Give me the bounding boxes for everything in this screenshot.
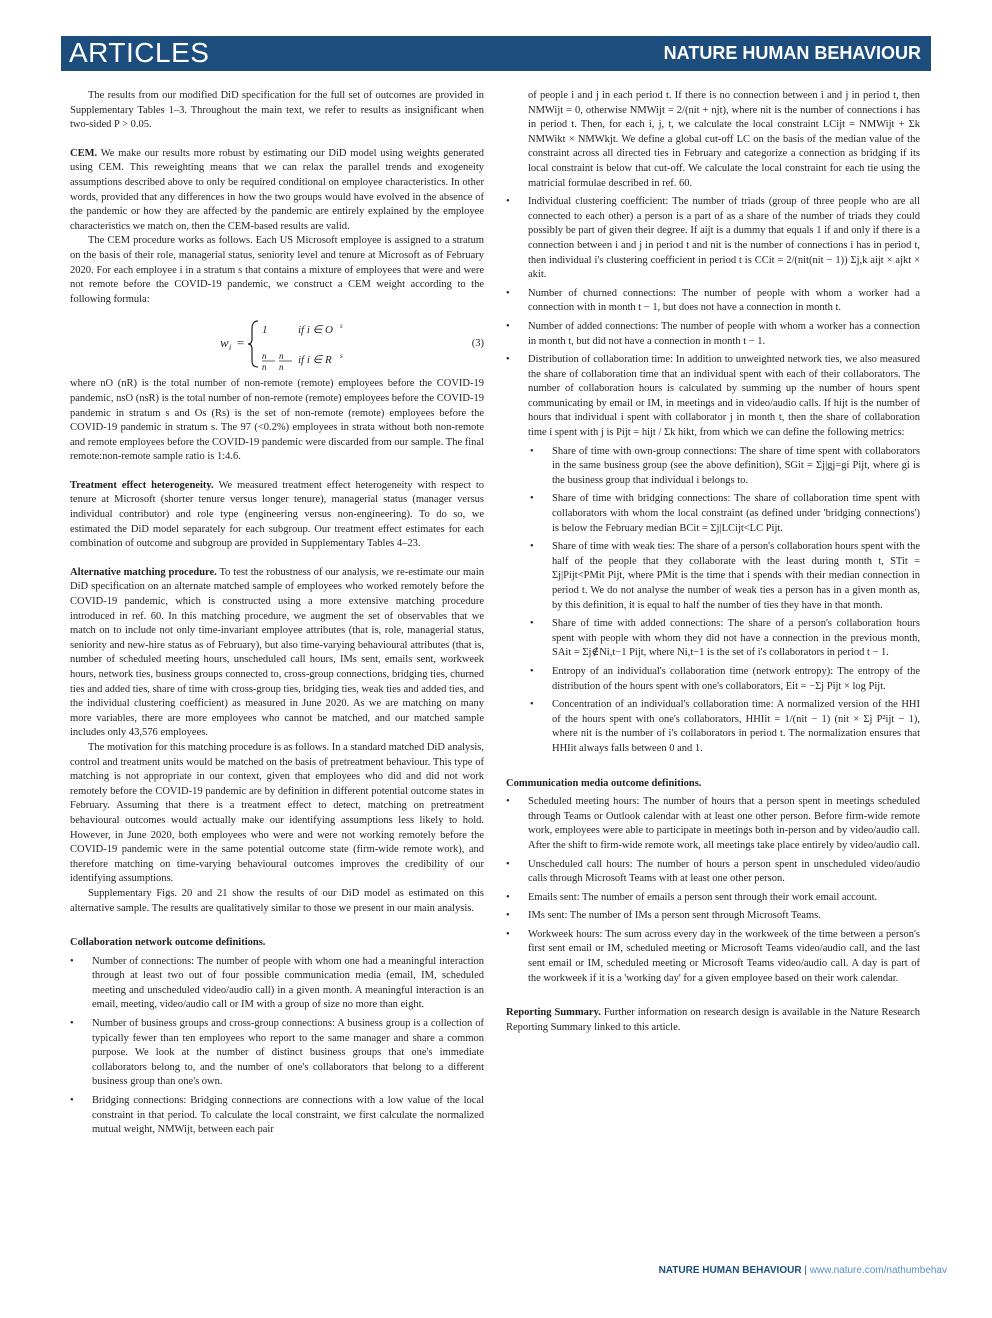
collab-time-sublist [506, 445, 920, 757]
equation-number: (3) [471, 338, 484, 350]
svg-text:=: = [236, 335, 245, 351]
list-item: • Emails sent: The number of emails a person sent through their work email account. [506, 891, 920, 906]
svg-text:i: i [229, 343, 232, 353]
svg-text:s: s [340, 322, 343, 331]
comm-outcome-heading: Communication media outcome definitions. [506, 777, 702, 789]
reporting-summary-heading: Reporting Summary. [506, 1007, 601, 1019]
cem-weight-equation [70, 315, 484, 373]
list-item: • Individual clustering coefficient: The number of triads (group of three people who are all connected to each other) a person is a part of as a share of the number of triads they could possibly be part of given their degree. If aijt is a dummy that equals 1 if and only if there is a connection between i and j in period t and nit is the number of connections i has in period t, then individual i's clustering coefficient in period t is CCit = 2/(nit(nit − 1)) Σj,k aijt × ajkt × akit. [506, 195, 920, 283]
list-item: • Unscheduled call hours: The number of hours a person spent in unscheduled video/audio calls through Microsoft Teams with at least one other person. [506, 858, 920, 887]
svg-text:w: w [220, 335, 229, 351]
svg-text:if i ∈ O: if i ∈ O [298, 324, 333, 337]
alt-matching-paragraph-2: The motivation for this matching procedure is as follows. In a standard matched DiD analysis, control and treatment units would be matched on the basis of pretreatment behaviour. This type of matching is not appropriate in our context, given that employees who did and did not work remotely before the COVID-19 pandemic are by definition in different potential outcome states in February. Assuming that there is a treatment effect to detect, matching on pretreatment behavioural outcomes would actually make our identifying assumptions less likely to hold. However, in June 2020, both employees who were and were not working remotely before the COVID-19 pandemic were in the same potential outcome state (firm-wide remote work), and therefore matching on time-varying behavioural outcomes improves the credibility of our identifying assumptions. [70, 741, 484, 885]
heterogeneity-paragraph: We measured treatment effect heterogeneity with respect to tenure at Microsoft (shorter tenure versus longer tenure), managerial status (manager versus individual contributor) and role type (engineering versus non-engineering). To do so, we estimated the DiD model separately for each subgroup. Our treatment effect estimates for each combination of outcome and subgroup are provided in Supplementary Tables 4–23. [70, 479, 484, 550]
list-item: • Share of time with bridging connections: The share of collaboration time spent with collaborators with whom the local constraint (as defined under 'bridging connections') is below the February median BCit = Σj|LCijt<LC Pijt. [530, 492, 920, 536]
list-item: • Bridging connections: Bridging connections are connections with a low value of the local constraint in that period. To calculate the local constraint, we first calculate the normalized mutual weight, NMWijt, between each pair [70, 1094, 484, 1138]
svg-text:s: s [340, 352, 343, 361]
footer-journal: NATURE HUMAN BEHAVIOUR [658, 1265, 802, 1276]
alt-matching-paragraph-3: Supplementary Figs. 20 and 21 show the results of our DiD model as estimated on this alternative sample. The results are qualitatively similar to those we present in our main analysis. [70, 887, 484, 914]
collab-outcome-list [70, 955, 484, 1138]
cem-paragraph-1: We make our results more robust by estimating our DiD model using weights generated using CEM. This reweighting means that we can relax the parallel trends and exogeneity assumptions described above to only be required conditional on employee characteristics. In other words, provided that any differences in how the two groups would have evolved in the absence of the pandemic or how they are affected by the pandemic are entirely explained by the employee characteristics we match on, then the CEM-based results are valid. [70, 147, 485, 232]
right-column [506, 89, 920, 1035]
list-item: • IMs sent: The number of IMs a person sent through Microsoft Teams. [506, 909, 920, 924]
page-footer [659, 1265, 947, 1276]
list-item: • Concentration of an individual's collaboration time: A normalized version of the HHI of the hours spent with one's collaborators, HHIit = 1/(nit − 1) (nit × Σj P²ijt − 1), where nit is the number of i's collaborators in period t. The normalization ensures that HHIit always falls between 0 and 1. [530, 698, 920, 756]
svg-text:n: n [262, 362, 267, 372]
reporting-summary-text: Further information on research design is available in the Nature Research Reporting Summary linked to this article. [506, 1007, 920, 1033]
list-item: • Share of time with added connections: The share of a person's collaboration hours spent with people with whom they did not have a connection in the previous month, SAit = Σj∉Ni,t−1 Pijt, where Ni,t−1 is the set of i's collaborators in period t − 1. [530, 617, 920, 661]
footer-url-link[interactable]: www.nature.com/nathumbehav [809, 1265, 947, 1276]
cem-heading: CEM. [70, 147, 98, 159]
svg-text:n: n [279, 362, 284, 372]
alt-matching-paragraph-1: To test the robustness of our analysis, we re-estimate our main DiD specification on an alternate matched sample of employees who worked remotely before the COVID-19 pandemic, which is constructed using a more extensive matching procedure introduced in ref. 60. In this matching procedure, we augment the set of observables that we match on to include not only time-invariant employee attributes (that is, role, managerial status, seniority and new-hire status as of February), but also time-varying behavioural attributes (that is, number of scheduled meeting hours, unscheduled call hours, IMs sent, emails sent, workweek hours, network ties, business groups connected to, cross-group connections, bridging ties, churned ties and added ties, share of time with cross-group ties, bridging ties, weak ties and added ties, and the individual clustering coefficient) as measured in June 2020. As we are matching on many more variables, there are more employees who cannot be matched, and our matched sample includes only 43,576 employees. [70, 566, 484, 739]
alt-matching-heading: Alternative matching procedure. [70, 566, 217, 578]
cem-paragraph-3: where nO (nR) is the total number of non-remote (remote) employees before the COVID-19 pandemic, nsO (nsR) is the total number of non-remote (remote) employees before the COVID-19 pandemic in stratum s and Os (Rs) is the set of non-remote (remote) employees before the COVID-19 pandemic in stratum s. The 97 (<0.2%) employees in strata without both non-remote and remote employees before the COVID-19 pandemic were discarded from our sample. The final remote:non-remote sample ratio is 1:4.6. [70, 378, 484, 463]
section-label: ARTICLES [69, 37, 210, 68]
list-item: • Workweek hours: The sum across every day in the workweek of the time between a person's first sent email or IM, scheduled meeting or Microsoft Teams video/audio call, and the last sent email or IM, scheduled meeting or Microsoft Teams video/audio call. A day is part of the workweek if it is a 'working day' for a given employee based on their work calendar. [506, 928, 920, 986]
equation-graphic [220, 315, 370, 371]
footer-separator: | [801, 1265, 810, 1276]
svg-text:1: 1 [262, 324, 268, 337]
network-outcome-list [506, 195, 920, 441]
list-item: • Number of added connections: The number of people with whom a worker has a connection in month t, but did not have a connection in month t − 1. [506, 320, 920, 349]
header-banner [61, 36, 931, 71]
svg-text:if i ∈ R: if i ∈ R [298, 354, 332, 367]
intro-paragraph: The results from our modified DiD specification for the full set of outcomes are provided in Supplementary Tables 1–3. Throughout the main text, we refer to results as insignificant when two-sided P > 0.05. [70, 90, 484, 131]
list-item: • Scheduled meeting hours: The number of hours that a person spent in meetings scheduled through Teams or Outlook calendar with at least one other person. Before firm-wide remote work, employees were able to participate in meetings both in-person and by video/audio call. After the shift to firm-wide remote work, all meetings take place entirely by video/audio call. [506, 795, 920, 853]
list-item: • Number of churned connections: The number of people with whom a worker had a connection with in month t − 1, but does not have a connection in month t. [506, 287, 920, 316]
bridging-continuation: of people i and j in each period t. If there is no connection between i and j in period t, then NMWijt = 0, otherwise NMWijt = 2/(nit + njt), where nit is the number of connections i has in period t. Then, for each i, j, t, we calculate the local constraint LCijt = NMWijt + Σk NMWikt × NMWkjt. We define a global cut-off LC on the basis of the median value of the constraint across all directed ties in February and categorize a connection as bridging if its local constraint is below that cut-off. We calculate the local constraint for each tie using the matricial formulae described in ref. 60. [528, 90, 920, 189]
list-item: • Number of connections: The number of people with whom one had a meaningful interaction through at least two out of four possible communication media (email, IM, scheduled meeting and unscheduled video/audio call) in a given month. A meaningful interaction is an email, meeting, video/audio call or IM with a group of size no more than eight. [70, 955, 484, 1013]
left-column [70, 89, 484, 1142]
list-item: • Share of time with own-group connections: The share of time spent with collaborators in the same business group (see the above definition), SGit = Σj|gj=gi Pijt, where gi is the business group that individual i belongs to. [530, 445, 920, 489]
list-item: • Distribution of collaboration time: In addition to unweighted network ties, we also measured the share of collaboration time that an individual spent with each of their collaborators. The number of collaboration hours is calculated by summing up the number of hours spent communicating by email or IM, in meetings and in video/audio calls. If hijt is the number of hours that individual i spent with collaborator j in month t, then the share of collaboration time i spent with j is Pijt = hijt / Σk hikt, from which we can define the following metrics: [506, 353, 920, 441]
heterogeneity-heading: Treatment effect heterogeneity. [70, 479, 214, 491]
collab-outcome-heading: Collaboration network outcome definitions. [70, 937, 266, 949]
cem-paragraph-2: The CEM procedure works as follows. Each US Microsoft employee is assigned to a stratum on the basis of their role, managerial status, seniority level and tenure at Microsoft as of February 2020. For each employee i in a stratum s that contains a mixture of employees that were and were not remote before the COVID-19 pandemic, we construct a CEM weight according to the following formula: [70, 235, 484, 305]
list-item: • Number of business groups and cross-group connections: A business group is a collection of typically fewer than ten employees who report to the same manager and share a common purpose. We look at the number of distinct business groups that one's immediate collaborators belong to, and the number of one's collaborators that belong to a different business group than one's own. [70, 1017, 484, 1090]
journal-name: NATURE HUMAN BEHAVIOUR [663, 43, 921, 63]
list-item: • Entropy of an individual's collaboration time (network entropy): The entropy of the distribution of the hours spent with one's collaborators, Eit = −Σj Pijt × log Pijt. [530, 665, 920, 694]
comm-outcome-list [506, 795, 920, 986]
svg-text:n: n [279, 351, 284, 362]
svg-text:n: n [262, 351, 267, 362]
list-item: • Share of time with weak ties: The share of a person's collaboration hours spent with the half of the people that they collaborate with the least during month t, STit = Σj|Pijt<PMit Pijt, where PMit is the time that i spends with their median connection in period t. We do not analyse the number of weak ties a person has in a given month as, by this definition, it is equal to half the number of ties they have in that month. [530, 540, 920, 613]
